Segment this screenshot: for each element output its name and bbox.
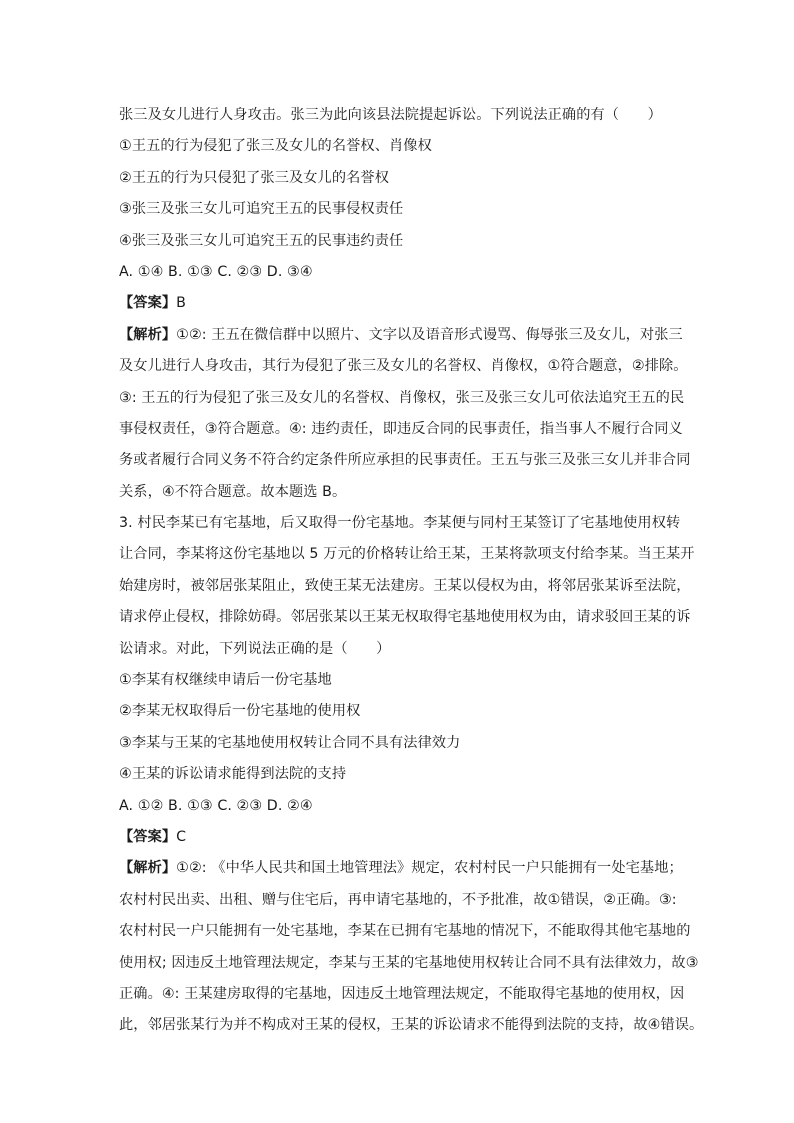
q2-option-2: ②王五的行为只侵犯了张三及女儿的名誉权 [119,169,389,186]
q2-analysis-line-3: ③: 王五的行为侵犯了张三及女儿的名誉权、肖像权，张三及张三女儿可依法追究王五的民 [119,389,685,406]
q3-analysis-text-1: ①②: 《中华人民共和国土地管理法》规定，农村村民一户只能拥有一处宅基地； [176,860,683,877]
q3-analysis-line-4: 使用权; 因违反土地管理法规定，李某与王某的宅基地使用权转让合同不具有法律效力，故③ [119,954,699,971]
q2-analysis-line-5: 务或者履行合同义务不符合约定条件所应承担的民事责任。王五与张三及张三女儿并非合同 [119,452,691,469]
q3-option-3: ③李某与王某的宅基地使用权转让合同不具有法律效力 [119,734,461,751]
q2-analysis-text-1: ①②: 王五在微信群中以照片、文字以及语音形式谩骂、侮辱张三及女儿，对张三 [176,326,683,343]
q3-stem-line-1: 3. 村民李某已有宅基地，后又取得一份宅基地。李某便与同村王某签订了宅基地使用权转 [119,515,681,532]
q3-analysis-line-3: 农村村民一户只能拥有一处宅基地，李某在已拥有宅基地的情况下，不能取得其他宅基地的 [119,923,691,940]
q2-option-4: ④张三及张三女儿可追究王五的民事违约责任 [119,232,404,249]
q3-option-2: ②李某无权取得后一份宅基地的使用权 [119,703,361,720]
q2-answer [119,288,679,319]
q3-stem-line-3: 始建房时，被邻居张某阻止，致使王某无法建房。王某以侵权为由，将邻居张某诉至法院， [119,577,691,594]
q2-analysis-line-4: 事侵权责任，③符合题意。④: 违约责任，即违反合同的民事责任，指当事人不履行合同义 [119,420,683,437]
q3-answer [119,822,679,853]
q3-analysis-line-1 [119,853,683,884]
q3-analysis-line-2: 农村村民出卖、出租、赠与住宅后，再申请宅基地的，不予批准，故①错误，②正确。③: [119,891,677,908]
q3-stem-line-4: 请求停止侵权，排除妨碍。邻居张某以王某无权取得宅基地使用权为由，请求驳回王某的诉 [119,609,691,626]
document-content [119,100,704,1042]
q3-answer-value: C [176,828,187,845]
q2-analysis-line-1 [119,320,683,351]
q3-analysis-line-5: 正确。④: 王某建房取得的宅基地，因违反土地管理法规定，不能取得宅基地的使用权，因 [119,985,685,1002]
q2-choices: A. ①④ B. ①③ C. ②③ D. ③④ [119,263,313,280]
q3-stem-line-2: 让合同，李某将这份宅基地以 5 万元的价格转让给王某，王某将款项支付给李某。当王某开 [119,546,695,563]
q3-choices: A. ①② B. ①③ C. ②③ D. ②④ [119,797,313,814]
q2-option-3: ③张三及张三女儿可追究王五的民事侵权责任 [119,201,404,218]
q2-stem-tail: 张三及女儿进行人身攻击。张三为此向该县法院提起诉讼。下列说法正确的有（ ） [119,107,662,123]
q3-answer-label: 【答案】 [119,828,177,845]
q3-analysis-line-6: 此，邻居张某行为并不构成对王某的侵权，王某的诉讼请求不能得到法院的支持，故④错误。 [119,1017,704,1034]
q3-option-4: ④王某的诉讼请求能得到法院的支持 [119,766,347,783]
q2-answer-label: 【答案】 [119,295,177,312]
q3-stem-line-5: 讼请求。对此，下列说法正确的是（ ） [119,640,391,657]
q2-option-1: ①王五的行为侵犯了张三及女儿的名誉权、肖像权 [119,138,432,155]
q3-option-1: ①李某有权继续申请后一份宅基地 [119,672,332,689]
q2-analysis-label: 【解析】 [119,326,177,343]
q2-analysis-line-2: 及女儿进行人身攻击，其行为侵犯了张三及女儿的名誉权、肖像权，①符合题意，②排除。 [119,358,688,375]
q3-analysis-label: 【解析】 [119,860,177,877]
q2-analysis-line-6: 关系，④不符合题意。故本题选 B。 [119,483,347,500]
q2-answer-value: B [176,295,186,312]
